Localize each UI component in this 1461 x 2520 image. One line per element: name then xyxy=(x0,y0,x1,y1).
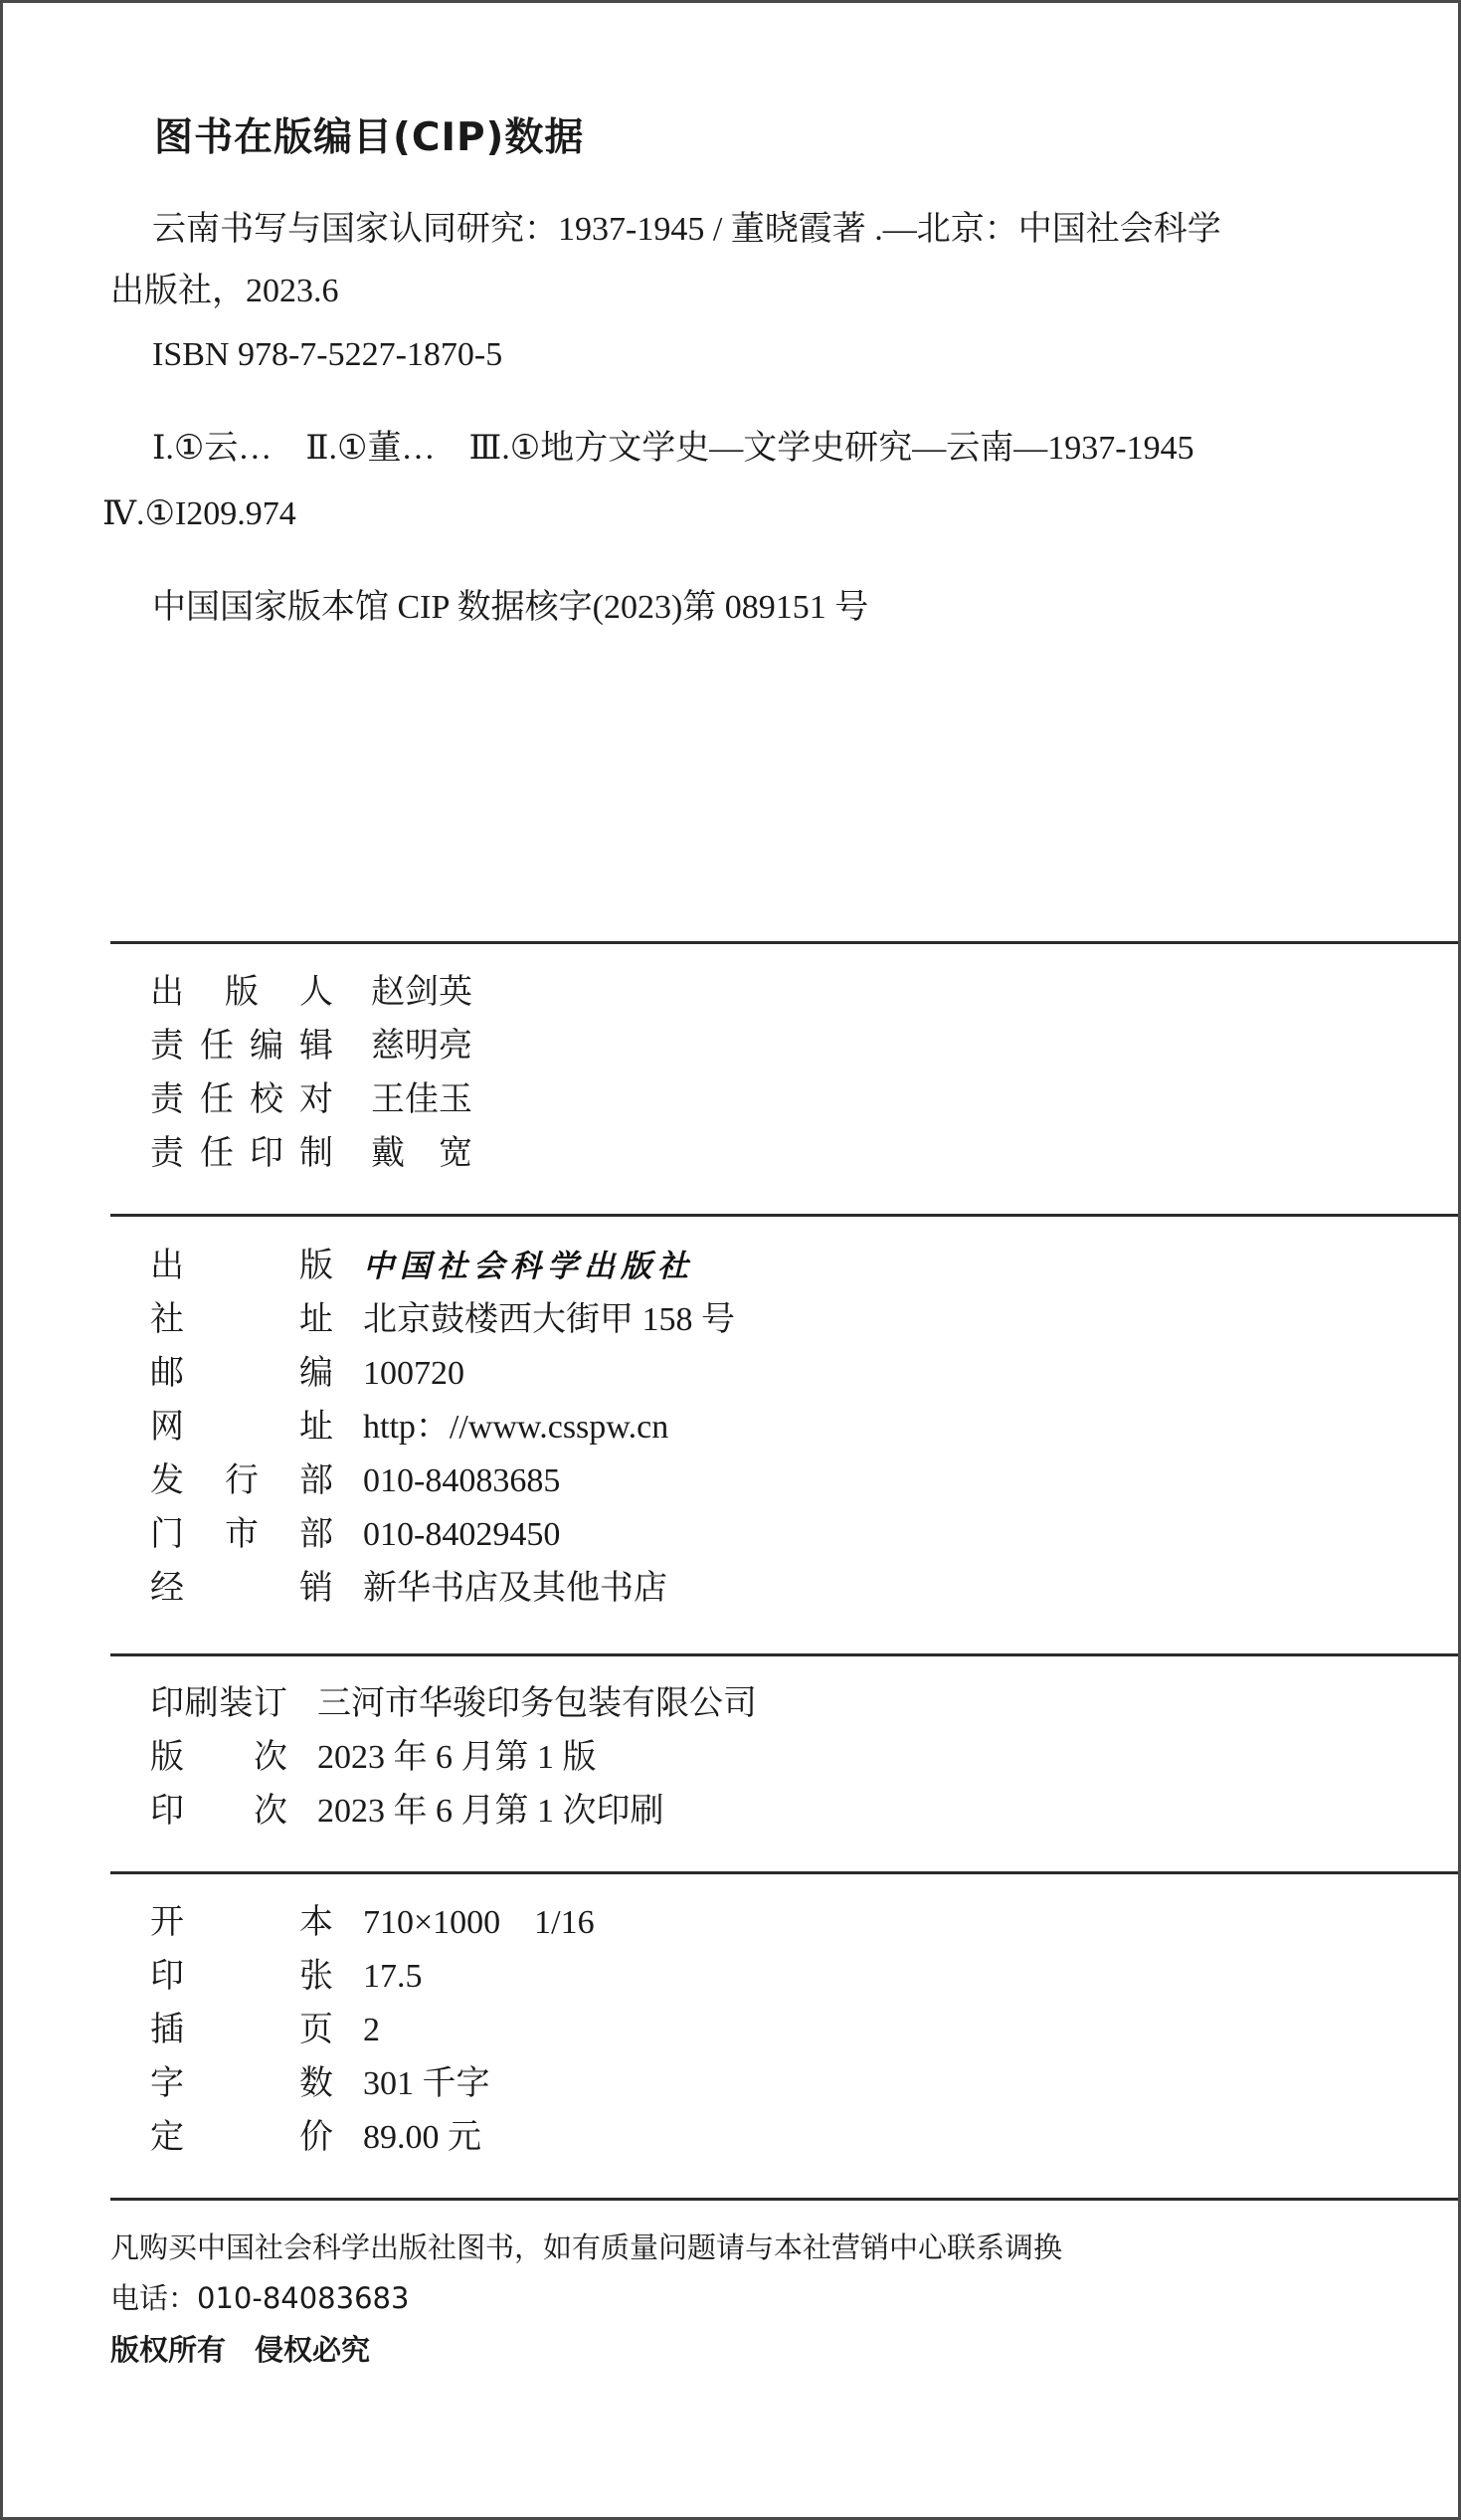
publisher-value: 100720 xyxy=(363,1355,464,1392)
printing-value: 三河市华骏印务包装有限公司 xyxy=(317,1685,757,1722)
staff-row xyxy=(150,1027,472,1066)
staff-label: 责任校对 xyxy=(150,1081,333,1118)
spec-label: 插页 xyxy=(150,2012,333,2048)
publisher-label: 发行部 xyxy=(150,1462,333,1499)
spec-label: 字数 xyxy=(150,2065,333,2102)
cip-number: 中国国家版本馆 CIP 数据核字(2023)第 089151 号 xyxy=(152,589,869,626)
staff-label: 出版人 xyxy=(150,974,333,1011)
divider xyxy=(110,941,1458,944)
publisher-row xyxy=(150,1461,560,1501)
spec-value: 301 千字 xyxy=(363,2065,490,2102)
copyright-notice: 版权所有 侵权必究 xyxy=(110,2333,371,2367)
divider xyxy=(110,2198,1458,2201)
publisher-label: 邮编 xyxy=(150,1355,333,1392)
publisher-value: 北京鼓楼西大街甲 158 号 xyxy=(363,1301,735,1338)
isbn: ISBN 978-7-5227-1870-5 xyxy=(152,336,503,373)
publisher-value: 010-84083685 xyxy=(363,1462,561,1499)
cip-record-line-2: 出版社，2023.6 xyxy=(110,273,339,309)
spec-row xyxy=(150,2118,481,2158)
publisher-row xyxy=(150,1354,464,1394)
publisher-label: 社址 xyxy=(150,1301,333,1338)
staff-label: 责任编辑 xyxy=(150,1028,333,1065)
printing-label: 印刷装订 xyxy=(150,1685,287,1722)
publisher-value: 010-84029450 xyxy=(363,1516,561,1553)
spec-row xyxy=(150,2064,490,2104)
printing-value: 2023 年 6 月第 1 版 xyxy=(317,1739,597,1776)
staff-row xyxy=(150,1080,472,1120)
classification-line-2: Ⅳ.①I209.974 xyxy=(102,495,296,532)
publisher-label: 经销 xyxy=(150,1570,333,1607)
printing-row xyxy=(150,1792,664,1832)
staff-label: 责任印制 xyxy=(150,1135,333,1172)
staff-row xyxy=(150,973,472,1013)
publisher-label: 出版 xyxy=(150,1248,333,1284)
publisher-logo: 中国社会科学出版社 xyxy=(363,1249,694,1284)
publisher-value: 新华书店及其他书店 xyxy=(363,1570,667,1607)
spec-row xyxy=(150,1957,423,1997)
spec-row xyxy=(150,1903,595,1943)
printing-label: 印次 xyxy=(150,1793,287,1830)
divider xyxy=(110,1653,1458,1656)
cip-heading: 图书在版编目(CIP)数据 xyxy=(154,115,585,160)
spec-label: 开本 xyxy=(150,1904,333,1941)
staff-value: 戴 宽 xyxy=(371,1135,472,1172)
divider xyxy=(110,1214,1458,1217)
spec-value: 17.5 xyxy=(363,1958,423,1995)
publisher-label: 门市部 xyxy=(150,1516,333,1553)
printing-value: 2023 年 6 月第 1 次印刷 xyxy=(317,1793,664,1830)
service-phone: 电话：010-84083683 xyxy=(110,2281,410,2315)
printing-label: 版次 xyxy=(150,1739,287,1776)
staff-value: 王佳玉 xyxy=(371,1081,472,1118)
spec-label: 定价 xyxy=(150,2119,333,2156)
publisher-row xyxy=(150,1408,668,1448)
spec-value: 2 xyxy=(363,2012,380,2048)
publisher-row xyxy=(150,1569,667,1609)
printing-row xyxy=(150,1684,757,1724)
publisher-website[interactable]: http：//www.csspw.cn xyxy=(363,1409,669,1446)
spec-label: 印张 xyxy=(150,1958,333,1995)
staff-row xyxy=(150,1134,472,1174)
spec-value: 710×1000 1/16 xyxy=(363,1904,595,1941)
publisher-label: 网址 xyxy=(150,1409,333,1446)
divider xyxy=(110,1871,1458,1874)
staff-value: 赵剑英 xyxy=(371,974,472,1011)
publisher-row xyxy=(150,1247,694,1286)
spec-row xyxy=(150,2011,380,2050)
publisher-row xyxy=(150,1515,560,1555)
spec-price: 89.00 元 xyxy=(363,2119,481,2156)
classification-line-1: Ⅰ.①云… Ⅱ.①董… Ⅲ.①地方文学史—文学史研究—云南—1937-1945 xyxy=(152,430,1194,467)
publisher-row xyxy=(150,1300,735,1340)
staff-value: 慈明亮 xyxy=(371,1028,472,1065)
cip-record-line-1: 云南书写与国家认同研究：1937-1945 / 董晓霞著 .—北京：中国社会科学 xyxy=(152,211,1221,248)
printing-row xyxy=(150,1738,597,1778)
quality-notice: 凡购买中国社会科学出版社图书，如有质量问题请与本社营销中心联系调换 xyxy=(110,2230,1063,2264)
